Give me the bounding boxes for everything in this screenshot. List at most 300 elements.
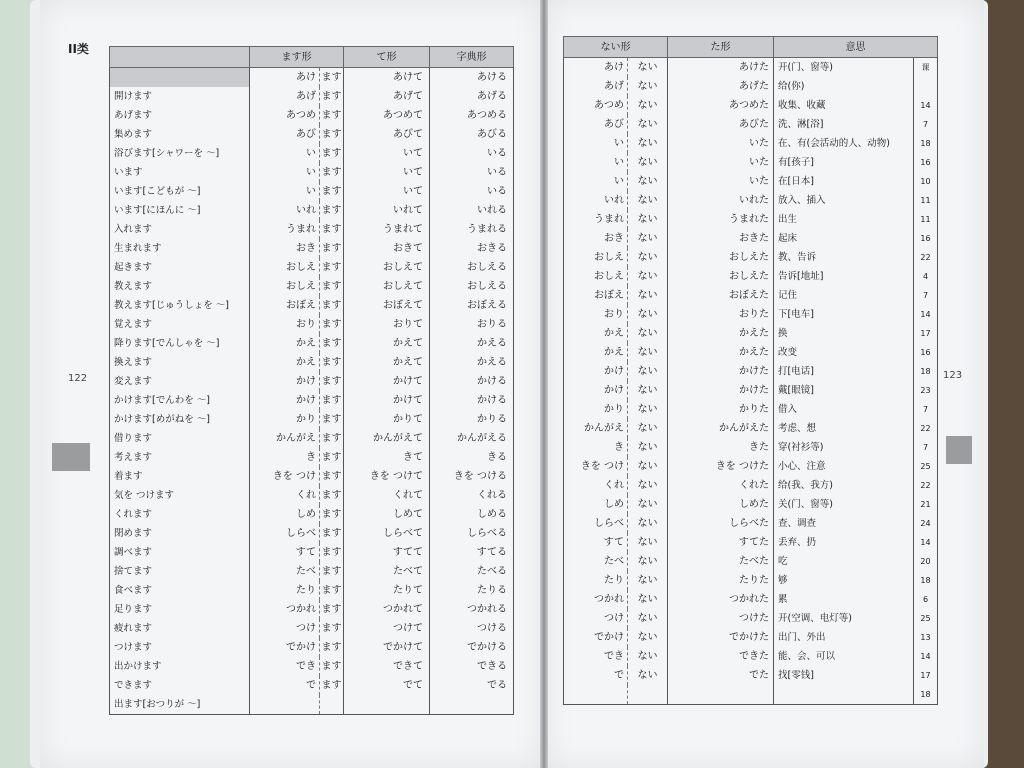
- ta-form-cell: しめた: [668, 495, 774, 514]
- lesson-cell: 14: [920, 101, 931, 110]
- table-row: [564, 685, 938, 705]
- meaning-cell: 找[零钱]: [774, 666, 914, 685]
- nai-aux-cell: ない: [628, 419, 668, 438]
- ta-form-cell: かえた: [668, 324, 774, 343]
- dictionary-form-cell: すてる: [476, 547, 507, 558]
- dictionary-form-cell: おぼえる: [467, 300, 507, 311]
- te-form-cell: かりて: [344, 410, 430, 429]
- dictionary-form-cell: くれる: [477, 490, 507, 501]
- ta-form-cell: おきた: [668, 229, 774, 248]
- masu-aux-cell: ます: [320, 353, 344, 372]
- verb-cell: 閉めます: [110, 524, 250, 543]
- nai-stem-cell: たべ: [564, 552, 628, 571]
- ta-form-cell: おしえた: [668, 248, 774, 267]
- meaning-cell: 起床: [774, 229, 914, 248]
- dictionary-form-cell: いれる: [477, 205, 507, 216]
- meaning-cell: 出门、外出: [774, 628, 914, 647]
- te-form-cell: きを つけて: [344, 467, 430, 486]
- nai-stem-cell: おり: [564, 305, 628, 324]
- lesson-cell: 16: [920, 158, 931, 167]
- te-form-cell: きて: [344, 448, 430, 467]
- meaning-cell: 给(我、我方): [774, 476, 914, 495]
- nai-stem-cell: かんがえ: [564, 419, 628, 438]
- table-row: [110, 182, 514, 201]
- meaning-cell: 能、会、可以: [774, 647, 914, 666]
- masu-aux-cell: ます: [320, 543, 344, 562]
- masu-stem-cell: あげ: [250, 87, 320, 106]
- thumb-index-tab-right: [946, 436, 972, 464]
- meaning-cell: 在、有(会活动的人、动物): [774, 134, 914, 153]
- masu-aux-cell: ます: [320, 258, 344, 277]
- nai-stem-cell: つけ: [564, 609, 628, 628]
- table-row: [110, 106, 514, 125]
- nai-aux-cell: ない: [628, 647, 668, 666]
- table-row: [110, 676, 514, 695]
- table-row: [110, 695, 514, 715]
- te-form-cell: つかれて: [344, 600, 430, 619]
- nai-aux-cell: ない: [628, 533, 668, 552]
- verb-cell: 疲れます: [110, 619, 250, 638]
- table-row: [564, 457, 938, 476]
- verb-cell: 教えます[じゅうしょを ～]: [110, 296, 250, 315]
- masu-stem-cell: かけ: [250, 391, 320, 410]
- verb-cell: 気を つけます: [110, 486, 250, 505]
- lesson-cell: 22: [920, 481, 931, 490]
- masu-stem-cell: おり: [250, 315, 320, 334]
- te-form-cell: たりて: [344, 581, 430, 600]
- ta-form-cell: つけた: [668, 609, 774, 628]
- lesson-cell: [914, 77, 938, 96]
- page-number-left: 122: [68, 373, 88, 384]
- table-row: [564, 609, 938, 628]
- masu-stem-cell: かけ: [250, 372, 320, 391]
- table-row: [564, 77, 938, 96]
- lesson-cell: 11: [920, 196, 931, 205]
- verb-cell: 降ります[でんしゃを ～]: [110, 334, 250, 353]
- lesson-cell: 7: [922, 120, 929, 129]
- table-row: [110, 619, 514, 638]
- book-gutter: [540, 0, 548, 768]
- table-row: [110, 220, 514, 239]
- ta-form-cell: あびた: [668, 115, 774, 134]
- nai-stem-cell: かえ: [564, 343, 628, 362]
- table-row: [564, 590, 938, 609]
- verb-cell: 換えます: [110, 353, 250, 372]
- nai-stem-cell: き: [564, 438, 628, 457]
- lesson-cell: 22: [920, 424, 931, 433]
- te-form-cell: つけて: [344, 619, 430, 638]
- te-form-cell: おりて: [344, 315, 430, 334]
- masu-aux-cell: ます: [320, 201, 344, 220]
- nai-aux-cell: ない: [628, 248, 668, 267]
- masu-stem-cell: でき: [250, 657, 320, 676]
- nai-stem-cell: [564, 685, 628, 705]
- ta-form-cell: いた: [668, 134, 774, 153]
- te-form-cell: でて: [344, 676, 430, 695]
- verb-cell: できます: [110, 676, 250, 695]
- meaning-cell: 借入: [774, 400, 914, 419]
- dictionary-form-cell: かえる: [477, 338, 507, 349]
- nai-stem-cell: おしえ: [564, 267, 628, 286]
- nai-aux-cell: ない: [628, 343, 668, 362]
- masu-stem-cell: かえ: [250, 353, 320, 372]
- lesson-cell: 7: [922, 405, 929, 414]
- ta-form-cell: できた: [668, 647, 774, 666]
- lesson-cell: 7: [922, 443, 929, 452]
- table-row: [564, 647, 938, 666]
- verb-cell: 足ります: [110, 600, 250, 619]
- dictionary-form-cell: きを つける: [453, 471, 507, 482]
- nai-aux-cell: ない: [628, 134, 668, 153]
- nai-stem-cell: でき: [564, 647, 628, 666]
- meaning-cell: 开(空调、电灯等): [774, 609, 914, 628]
- ta-form-cell: すてた: [668, 533, 774, 552]
- te-form-cell: しらべて: [344, 524, 430, 543]
- ta-form-cell: かけた: [668, 381, 774, 400]
- ta-form-cell: でた: [668, 666, 774, 685]
- lesson-cell: 25: [920, 614, 931, 623]
- meaning-cell: 有[孩子]: [774, 153, 914, 172]
- masu-aux-cell: ます: [320, 600, 344, 619]
- lesson-cell: 18: [920, 367, 931, 376]
- masu-stem-cell: でかけ: [250, 638, 320, 657]
- masu-stem-cell: で: [250, 676, 320, 695]
- nai-aux-cell: ない: [628, 476, 668, 495]
- nai-stem-cell: あつめ: [564, 96, 628, 115]
- masu-aux-cell: ます: [320, 676, 344, 695]
- nai-stem-cell: かえ: [564, 324, 628, 343]
- nai-aux-cell: ない: [628, 495, 668, 514]
- masu-aux-cell: ます: [320, 144, 344, 163]
- ta-form-cell: あけた: [668, 58, 774, 78]
- dictionary-form-cell: かける: [477, 376, 507, 387]
- te-form-cell: おぼえて: [344, 296, 430, 315]
- meaning-cell: [774, 685, 914, 705]
- ta-form-cell: うまれた: [668, 210, 774, 229]
- verb-cell: 起きます: [110, 258, 250, 277]
- nai-stem-cell: すて: [564, 533, 628, 552]
- table-row: [564, 628, 938, 647]
- te-form-cell: いて: [344, 182, 430, 201]
- dictionary-form-cell: かんがえる: [457, 433, 507, 444]
- te-form-cell: あげて: [344, 87, 430, 106]
- dictionary-form-cell: つかれる: [467, 604, 507, 615]
- masu-aux-cell: ます: [320, 239, 344, 258]
- masu-aux-cell: ます: [320, 163, 344, 182]
- table-row: [564, 495, 938, 514]
- masu-aux-cell: [320, 695, 344, 715]
- nai-aux-cell: ない: [628, 552, 668, 571]
- ta-form-cell: たりた: [668, 571, 774, 590]
- verb-cell: います[にほんに ～]: [110, 201, 250, 220]
- table-row: [110, 486, 514, 505]
- table-row: [110, 505, 514, 524]
- table-row: [564, 476, 938, 495]
- ta-form-cell: おりた: [668, 305, 774, 324]
- ta-form-cell: あつめた: [668, 96, 774, 115]
- table-row: [564, 134, 938, 153]
- nai-aux-cell: ない: [628, 457, 668, 476]
- ta-form-cell: いた: [668, 172, 774, 191]
- header-blank: [110, 47, 250, 68]
- masu-stem-cell: おぼえ: [250, 296, 320, 315]
- header-dictionary-form: 字典形: [430, 47, 514, 68]
- lesson-cell: 14: [920, 538, 931, 547]
- masu-aux-cell: ます: [320, 125, 344, 144]
- nai-stem-cell: かり: [564, 400, 628, 419]
- masu-stem-cell: うまれ: [250, 220, 320, 239]
- nai-aux-cell: [628, 685, 668, 705]
- table-row: [110, 334, 514, 353]
- table-row: [110, 201, 514, 220]
- masu-stem-cell: かんがえ: [250, 429, 320, 448]
- table-row: [110, 296, 514, 315]
- meaning-cell: 给(你): [774, 77, 914, 96]
- nai-aux-cell: ない: [628, 362, 668, 381]
- masu-stem-cell: [250, 695, 320, 715]
- masu-aux-cell: ます: [320, 391, 344, 410]
- ta-form-cell: [668, 685, 774, 705]
- table-row: [110, 543, 514, 562]
- verb-cell: かけます[めがねを ～]: [110, 410, 250, 429]
- masu-stem-cell: おしえ: [250, 277, 320, 296]
- te-form-cell: かえて: [344, 334, 430, 353]
- nai-stem-cell: い: [564, 153, 628, 172]
- ta-form-cell: かんがえた: [668, 419, 774, 438]
- nai-aux-cell: ない: [628, 267, 668, 286]
- te-form-cell: あびて: [344, 125, 430, 144]
- table-row: [110, 68, 514, 88]
- masu-stem-cell: すて: [250, 543, 320, 562]
- dictionary-form-cell: あびる: [477, 129, 507, 140]
- lesson-cell: 4: [922, 272, 929, 281]
- verb-cell: 集めます: [110, 125, 250, 144]
- nai-stem-cell: い: [564, 134, 628, 153]
- dictionary-form-cell: でる: [487, 680, 507, 691]
- meaning-cell: 够: [774, 571, 914, 590]
- ta-form-cell: おしえた: [668, 267, 774, 286]
- lesson-cell: 21: [920, 500, 931, 509]
- masu-stem-cell: あけ: [250, 68, 320, 88]
- masu-aux-cell: ます: [320, 277, 344, 296]
- lesson-cell: 16: [920, 348, 931, 357]
- masu-stem-cell: きを つけ: [250, 467, 320, 486]
- table-row: [564, 552, 938, 571]
- ta-form-cell: いた: [668, 153, 774, 172]
- dictionary-form-cell: できる: [477, 661, 507, 672]
- nai-stem-cell: でかけ: [564, 628, 628, 647]
- table-row: [110, 467, 514, 486]
- verb-cell: 出ます[おつりが ～]: [110, 695, 250, 715]
- nai-aux-cell: ない: [628, 628, 668, 647]
- table-row: [564, 267, 938, 286]
- table-row: [110, 600, 514, 619]
- nai-stem-cell: いれ: [564, 191, 628, 210]
- section-title: II类: [68, 42, 89, 56]
- dictionary-form-cell: あける: [477, 72, 507, 83]
- masu-aux-cell: ます: [320, 486, 344, 505]
- ta-form-cell: きを つけた: [668, 457, 774, 476]
- masu-stem-cell: たべ: [250, 562, 320, 581]
- masu-stem-cell: い: [250, 182, 320, 201]
- dictionary-form-cell: つける: [477, 623, 507, 634]
- te-form-cell: かけて: [344, 391, 430, 410]
- verb-cell: 浴びます[シャワーを ～]: [110, 144, 250, 163]
- dictionary-form-cell: でかける: [467, 642, 507, 653]
- lesson-cell: 14: [920, 310, 931, 319]
- dictionary-form-cell: あげる: [477, 91, 507, 102]
- masu-stem-cell: しらべ: [250, 524, 320, 543]
- nai-aux-cell: ない: [628, 590, 668, 609]
- lesson-cell: 24: [920, 519, 931, 528]
- nai-stem-cell: あげ: [564, 77, 628, 96]
- lesson-cell: 6: [922, 595, 929, 604]
- lesson-cell: 22: [920, 253, 931, 262]
- verb-cell: 教えます: [110, 277, 250, 296]
- header-ta-form: た形: [668, 37, 774, 58]
- table-row: [564, 248, 938, 267]
- meaning-cell: 记住: [774, 286, 914, 305]
- table-row: [564, 96, 938, 115]
- dictionary-form-cell: おりる: [477, 319, 507, 330]
- thumb-index-tab-left: [52, 443, 90, 471]
- te-form-cell: おきて: [344, 239, 430, 258]
- meaning-cell: 告诉[地址]: [774, 267, 914, 286]
- meaning-cell: 穿(衬衫等): [774, 438, 914, 457]
- lesson-cell: 16: [920, 234, 931, 243]
- dictionary-form-cell: たりる: [477, 585, 507, 596]
- te-form-cell: あけて: [344, 68, 430, 88]
- table-row: [110, 277, 514, 296]
- masu-stem-cell: くれ: [250, 486, 320, 505]
- nai-aux-cell: ない: [628, 571, 668, 590]
- table-row: [110, 391, 514, 410]
- meaning-cell: 小心、注意: [774, 457, 914, 476]
- te-form-cell: [344, 695, 430, 715]
- page-number-right: 123: [943, 370, 963, 381]
- masu-stem-cell: しめ: [250, 505, 320, 524]
- nai-aux-cell: ない: [628, 381, 668, 400]
- ta-form-cell: かりた: [668, 400, 774, 419]
- lesson-cell: 18: [920, 690, 931, 699]
- dictionary-form-cell: かえる: [477, 357, 507, 368]
- verb-cell: 変えます: [110, 372, 250, 391]
- te-form-cell: いて: [344, 144, 430, 163]
- meaning-cell: 打[电话]: [774, 362, 914, 381]
- dictionary-form-cell: かりる: [477, 414, 507, 425]
- verb-cell: 着ます: [110, 467, 250, 486]
- table-row: [110, 87, 514, 106]
- meaning-cell: 改变: [774, 343, 914, 362]
- nai-aux-cell: ない: [628, 191, 668, 210]
- nai-aux-cell: ない: [628, 609, 668, 628]
- table-row: [110, 125, 514, 144]
- nai-aux-cell: ない: [628, 305, 668, 324]
- table-row: [564, 362, 938, 381]
- te-form-cell: おしえて: [344, 277, 430, 296]
- header-masu-form: ます形: [250, 47, 344, 68]
- meaning-cell: 关(门、窗等): [774, 495, 914, 514]
- nai-aux-cell: ない: [628, 77, 668, 96]
- masu-stem-cell: たり: [250, 581, 320, 600]
- verb-cell: 生まれます: [110, 239, 250, 258]
- table-row: [110, 429, 514, 448]
- table-row: [110, 410, 514, 429]
- nai-stem-cell: おき: [564, 229, 628, 248]
- lesson-cell: 25: [920, 462, 931, 471]
- dictionary-form-cell: おしえる: [467, 281, 507, 292]
- table-row: [564, 343, 938, 362]
- masu-aux-cell: ます: [320, 220, 344, 239]
- te-form-cell: くれて: [344, 486, 430, 505]
- table-row: [110, 581, 514, 600]
- dictionary-form-cell: かける: [477, 395, 507, 406]
- meaning-cell: 收集、收藏: [774, 96, 914, 115]
- nai-aux-cell: ない: [628, 172, 668, 191]
- nai-stem-cell: で: [564, 666, 628, 685]
- table-row: [110, 657, 514, 676]
- nai-aux-cell: ない: [628, 438, 668, 457]
- table-row: [564, 514, 938, 533]
- te-form-cell: しめて: [344, 505, 430, 524]
- meaning-cell: 考虑、想: [774, 419, 914, 438]
- verb-cell: あげます: [110, 106, 250, 125]
- table-row: [110, 562, 514, 581]
- table-row: [564, 115, 938, 134]
- te-form-cell: でかけて: [344, 638, 430, 657]
- lesson-cell: 7: [922, 291, 929, 300]
- ta-form-cell: おぼえた: [668, 286, 774, 305]
- masu-stem-cell: い: [250, 144, 320, 163]
- ta-form-cell: でかけた: [668, 628, 774, 647]
- ta-form-cell: いれた: [668, 191, 774, 210]
- lesson-cell: 20: [920, 557, 931, 566]
- verb-cell: 出かけます: [110, 657, 250, 676]
- dictionary-form-cell: いる: [487, 186, 507, 197]
- nai-aux-cell: ない: [628, 286, 668, 305]
- masu-stem-cell: おしえ: [250, 258, 320, 277]
- ta-form-cell: つかれた: [668, 590, 774, 609]
- te-form-cell: いれて: [344, 201, 430, 220]
- header-nai-form: ない形: [564, 37, 668, 58]
- te-form-cell: すてて: [344, 543, 430, 562]
- table-row: [564, 324, 938, 343]
- masu-stem-cell: かえ: [250, 334, 320, 353]
- nai-aux-cell: ない: [628, 514, 668, 533]
- verb-cell: います: [110, 163, 250, 182]
- nai-aux-cell: ない: [628, 666, 668, 685]
- verb-cell: 覚えます: [110, 315, 250, 334]
- meaning-cell: 丢弃、扔: [774, 533, 914, 552]
- nai-stem-cell: きを つけ: [564, 457, 628, 476]
- ta-form-cell: かけた: [668, 362, 774, 381]
- masu-aux-cell: ます: [320, 657, 344, 676]
- dictionary-form-cell: おしえる: [467, 262, 507, 273]
- te-form-cell: できて: [344, 657, 430, 676]
- te-form-cell: たべて: [344, 562, 430, 581]
- masu-aux-cell: ます: [320, 372, 344, 391]
- masu-aux-cell: ます: [320, 429, 344, 448]
- masu-stem-cell: おき: [250, 239, 320, 258]
- table-row: [564, 58, 938, 78]
- table-row: [110, 315, 514, 334]
- lesson-cell: 11: [920, 215, 931, 224]
- table-row: [110, 524, 514, 543]
- masu-aux-cell: ます: [320, 296, 344, 315]
- masu-aux-cell: ます: [320, 505, 344, 524]
- table-row: [110, 163, 514, 182]
- dictionary-form-cell: しらべる: [467, 528, 507, 539]
